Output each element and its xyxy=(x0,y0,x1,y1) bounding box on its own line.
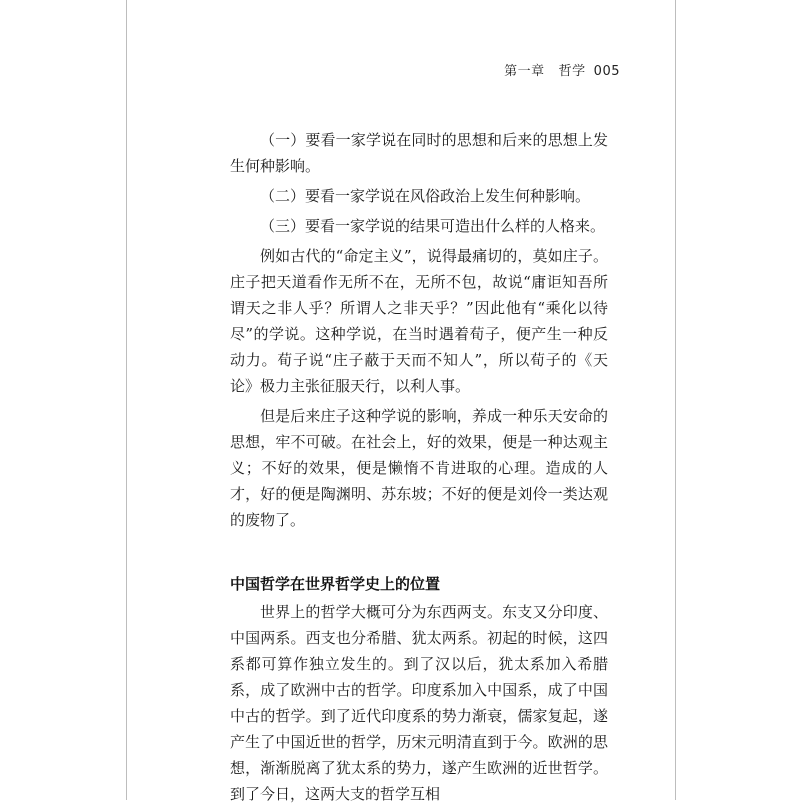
paragraph-zhuangzi-example: 例如古代的“命定主义”，说得最痛切的，莫如庄子。庄子把天道看作无所不在，无所不包，故说“庸讵知吾所谓天之非人乎？所谓人之非天乎？”因此他有“乘化以待尽”的学说。这种学说，在当时遇着荀子，便产生一种反动力。荀子说“庄子蔽于天而不知人”，所以荀子的《天论》极力主张征服天行，以利人事。 xyxy=(230,247,608,395)
chapter-label: 第一章 xyxy=(504,64,545,79)
page-body xyxy=(230,127,608,811)
paragraph-point-1: （一）要看一家学说在同时的思想和后来的思想上发生何种影响。 xyxy=(230,131,608,175)
paragraph-point-2: （二）要看一家学说在风俗政治上发生何种影响。 xyxy=(260,187,591,205)
book-page xyxy=(126,0,676,803)
chapter-title: 哲学 xyxy=(558,64,586,79)
page-number: 005 xyxy=(593,64,620,79)
paragraph-point-3: （三）要看一家学说的结果可造出什么样的人格来。 xyxy=(260,217,606,235)
paragraph-zhuangzi-influence: 但是后来庄子这种学说的影响，养成一种乐天安命的思想，牢不可破。在社会上，好的效果，便是一种达观主义；不好的效果，便是懒惰不肯进取的心理。造成的人才，好的便是陶渊明、苏东坡；不好的便是刘伶一类达观的废物了。 xyxy=(230,407,608,529)
running-header xyxy=(504,60,620,79)
section-heading: 中国哲学在世界哲学史上的位置 xyxy=(230,575,441,593)
paragraph-world-philosophy: 世界上的哲学大概可分为东西两支。东支又分印度、中国两系。西支也分希腊、犹太两系。初起的时候，这四系都可算作独立发生的。到了汉以后，犹太系加入希腊系，成了欧洲中古的哲学。印度系加入中国系，成了中国中古的哲学。到了近代印度系的势力渐衰，儒家复起，遂产生了中国近世的哲学，历宋元明清直到于今。欧洲的思想，渐渐脱离了犹太系的势力，遂产生欧洲的近世哲学。到了今日，这两大支的哲学互相 xyxy=(230,603,608,803)
